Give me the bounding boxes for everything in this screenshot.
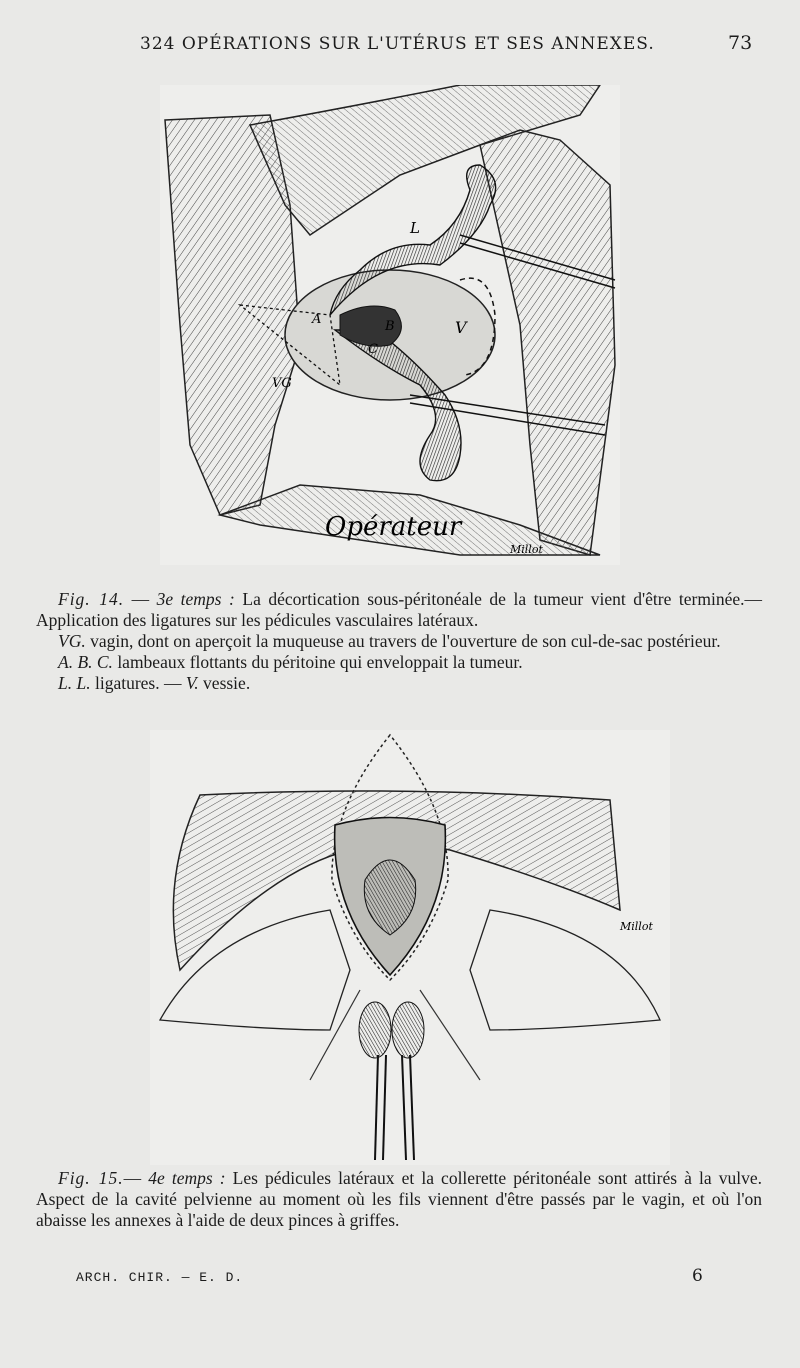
footer-sheet-number: 6 <box>692 1266 703 1286</box>
caption-14-abc-label: A. B. C. <box>58 652 113 672</box>
figure-15-drawing <box>150 730 670 1165</box>
caption-14-ll-label: L. L. <box>58 673 91 693</box>
caption-14-v-label: V. <box>185 673 199 693</box>
caption-14-main <box>36 589 762 631</box>
thread-left <box>310 990 360 1080</box>
caption-14-dash: — <box>124 589 157 609</box>
caption-figure-15 <box>36 1168 762 1231</box>
label-L: L <box>410 219 420 237</box>
caption-14-ll-text: ligatures. — <box>90 673 186 693</box>
forceps-right-2 <box>410 1055 414 1160</box>
caption-15-stage: 4e temps : <box>148 1168 226 1188</box>
forceps-left <box>375 1055 378 1160</box>
caption-14-vg <box>36 631 762 652</box>
thread-right <box>420 990 480 1080</box>
operator-label: Opérateur <box>325 512 462 542</box>
adnexa-right <box>392 1002 424 1058</box>
running-head: 324 OPÉRATIONS SUR L'UTÉRUS ET SES ANNEXES. <box>140 34 655 54</box>
label-B: B <box>385 319 395 334</box>
label-A: A <box>312 312 322 327</box>
label-C: C <box>368 342 378 357</box>
caption-15-text: Les pédicules latéraux et la collerette péritonéale sont attirés à la vulve. Aspect de la cavité pelvienne au moment où les fils viennent d'être passés par le vagin, et où l'on abaisse les annexes à l'aide de deux pinces à griffes. <box>36 1168 762 1230</box>
drape-right <box>480 130 615 555</box>
adnexa-left <box>359 1002 391 1058</box>
footer-signature-mark: ARCH. CHIR. — E. D. <box>76 1270 244 1285</box>
forceps-right <box>402 1055 406 1160</box>
caption-14-stage: 3e temps : <box>156 589 235 609</box>
caption-14-text: La décortication sous-péritonéale de la tumeur vient d'être terminée.—Application des ligatures sur les pédicules vasculaires latéraux. <box>36 589 762 630</box>
caption-14-vg-text: vagin, dont on aperçoit la muqueuse au travers de l'ouverture de son cul-de-sac postérieur. <box>85 631 721 651</box>
caption-14-ll <box>36 673 762 694</box>
caption-15-main <box>36 1168 762 1231</box>
forceps-left-2 <box>383 1055 386 1160</box>
caption-14-v-text: vessie. <box>198 673 251 693</box>
caption-15-label: Fig. 15. <box>58 1168 124 1188</box>
figure-15-illustration <box>150 730 670 1165</box>
artist-signature-15: Millot <box>620 920 653 933</box>
label-VG: VG <box>272 376 292 391</box>
caption-figure-14 <box>36 589 762 694</box>
figure-14-illustration <box>160 85 620 565</box>
artist-signature-14: Millot <box>510 543 543 556</box>
figure-14-drawing <box>160 85 620 565</box>
label-V: V <box>455 318 467 337</box>
page-number: 73 <box>728 32 753 54</box>
caption-14-vg-label: VG. <box>58 631 86 651</box>
caption-14-abc <box>36 652 762 673</box>
caption-14-label: Fig. 14. <box>58 589 125 609</box>
caption-15-dash: — <box>123 1168 149 1188</box>
caption-14-abc-text: lambeaux flottants du péritoine qui enveloppait la tumeur. <box>112 652 523 672</box>
